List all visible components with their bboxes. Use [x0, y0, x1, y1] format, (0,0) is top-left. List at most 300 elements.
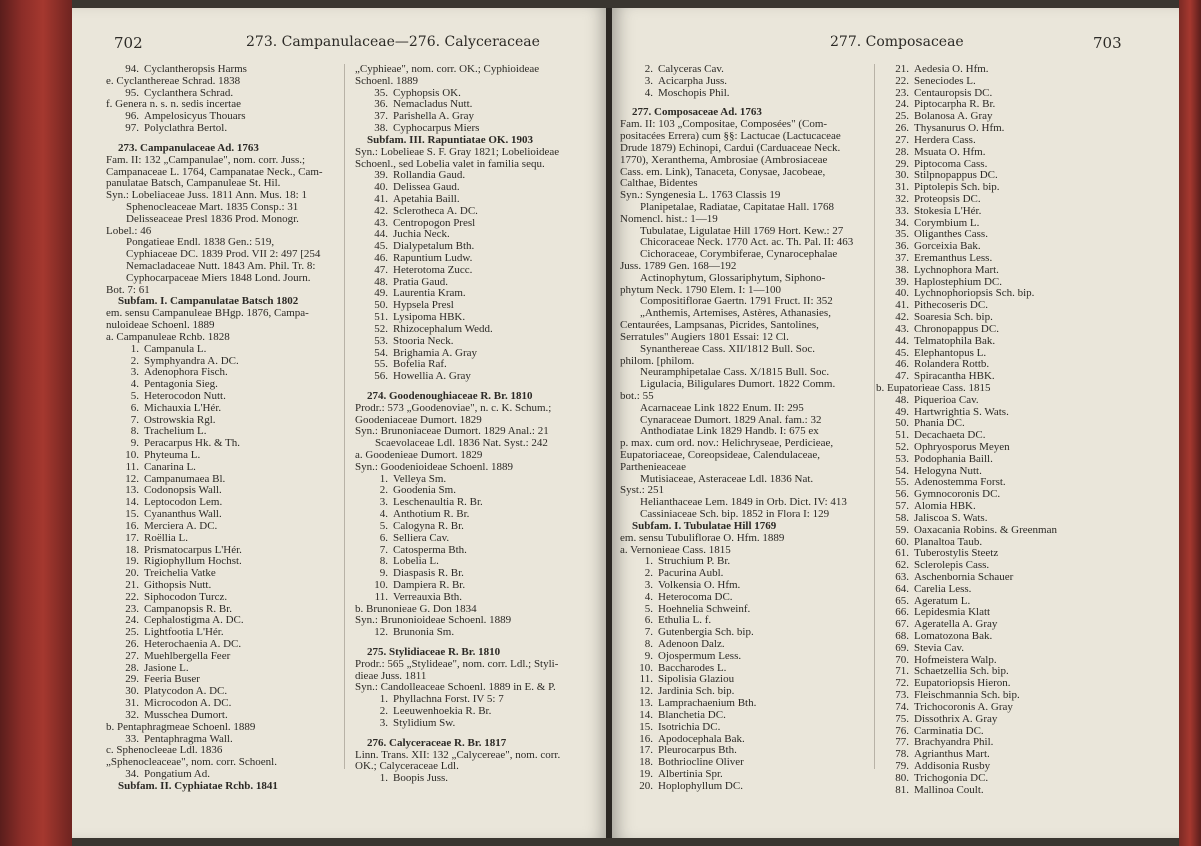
synonym-line: „Anthemis, Artemises, Astères, Athanasies,: [640, 307, 831, 320]
book-spine-left: [0, 0, 72, 846]
synonym-line: Delisseaceae Presl 1836 Prod. Monogr.: [126, 212, 299, 225]
heading-text: 276. Calyceraceae R. Br. 1817: [367, 736, 507, 749]
genus-name: Nemacladus Nutt.: [393, 98, 473, 111]
synonym-line: Helianthaceae Lem. 1849 in Orb. Dict. IV: 413: [640, 496, 847, 509]
genus-name: Ojospermum Less.: [658, 649, 742, 662]
entry-text: 63.: [895, 570, 909, 583]
entry-text: 6.: [379, 531, 388, 544]
genus-name: Acicarpha Juss.: [658, 74, 728, 87]
entry-text: 3.: [644, 578, 653, 591]
entry-text: 64.: [895, 582, 909, 595]
entry-text: 95.: [125, 86, 139, 99]
text-line: a. Campanuleae Rchb. 1828: [106, 330, 230, 343]
entry-text: 20.: [125, 567, 139, 580]
entry-text: 4.: [644, 590, 653, 603]
genus-name: Gutenbergia Sch. bip.: [658, 626, 754, 639]
genus-name: Lychnophoriopsis Sch. bip.: [914, 287, 1035, 300]
entry-text: 30.: [125, 685, 139, 698]
heading-text: Subfam. II. Cyphiatae Rchb. 1841: [118, 779, 278, 792]
entry-text: 96.: [125, 110, 139, 123]
entry-text: 24.: [895, 98, 909, 111]
genus-name: Bothriocline Oliver: [658, 756, 744, 769]
genus-name: Eremanthus Less.: [914, 252, 993, 264]
genus-name: Pithecoseris DC.: [914, 299, 988, 312]
genus-name: Agrianthus Mart.: [914, 748, 990, 761]
entry-text: 53.: [895, 452, 909, 465]
entry-text: 52.: [374, 322, 388, 335]
genus-entry: [355, 592, 560, 604]
entry-text: 17.: [639, 744, 653, 757]
synonym-line: Mutisiaceae, Asteraceae Ldl. 1836 Nat.: [640, 472, 814, 485]
entry-text: 77.: [895, 736, 909, 749]
genus-name: Jaliscoa S. Wats.: [914, 511, 988, 524]
entry-text: 1.: [379, 472, 388, 485]
entry-text: 23.: [125, 602, 139, 615]
entry-text: 7.: [644, 626, 653, 639]
family-heading: [106, 143, 323, 155]
text-line: Nomencl. hist.: 1—19: [620, 212, 718, 225]
entry-text: 37.: [374, 110, 388, 123]
genus-name: Parishella A. Gray: [393, 110, 474, 123]
entry-text: 70.: [895, 653, 909, 666]
entry-text: 42.: [895, 311, 909, 324]
entry-text: 35.: [895, 228, 909, 241]
genus-name: Ophryosporus Meyen: [914, 441, 1010, 453]
synonym-line: Sphenocleaceae Mart. 1835 Consp.: 31: [126, 200, 299, 213]
entry-text: 11.: [374, 590, 388, 603]
text-line: Drude 1879) Echinopi, Cardui (Carduaceae Neck.: [620, 141, 841, 154]
genus-name: Rapuntium Ludw.: [393, 252, 473, 264]
genus-name: Cyananthus Wall.: [144, 508, 222, 521]
entry-text: 28.: [125, 661, 139, 674]
genus-name: Stilpnopappus DC.: [914, 169, 998, 182]
genus-name: Platycodon A. DC.: [144, 685, 228, 698]
synonym-line: Nemacladaceae Nutt. 1843 Am. Phil. Tr. 8:: [126, 260, 316, 272]
genus-name: Verreauxia Bth.: [393, 590, 463, 603]
family-heading: [355, 738, 560, 750]
synonym-line: Planipetalae, Radiatae, Capitatae Hall. 1768: [640, 200, 834, 213]
genus-name: Rolandera Rottb.: [914, 358, 990, 371]
text-line: b. Eupatorieae Cass. 1815: [876, 381, 991, 394]
genus-name: Stooria Neck.: [393, 334, 454, 347]
synonym-line: Acarnaceae Link 1822 Enum. II: 295: [640, 401, 804, 414]
entry-text: 1.: [130, 342, 139, 355]
entry-text: 45.: [374, 240, 388, 253]
heading-text: Subfam. I. Tubulatae Hill 1769: [632, 519, 777, 532]
genus-name: Selliera Cav.: [393, 531, 450, 544]
genus-name: Phyllachna Forst. IV 5: 7: [393, 693, 504, 706]
genus-name: Laurentia Kram.: [393, 287, 466, 300]
genus-name: Pratia Gaud.: [393, 275, 448, 288]
genus-name: Addisonia Rusby: [914, 759, 991, 772]
entry-text: 10.: [639, 661, 653, 674]
genus-entry: [355, 371, 560, 383]
genus-name: Schaetzellia Sch. bip.: [914, 665, 1009, 678]
entry-text: 27.: [895, 133, 909, 146]
entry-text: 72.: [895, 677, 909, 690]
genus-name: Proteopsis DC.: [914, 192, 981, 205]
entry-text: 73.: [895, 689, 909, 702]
entry-text: 13.: [639, 697, 653, 710]
genus-name: Aedesia O. Hfm.: [914, 63, 989, 75]
text-line: Cass. em. Link), Tanaceta, Conysae, Jacobeae,: [620, 165, 826, 178]
text-line: Syn.: Brunoniaceae Dumort. 1829 Anal.: 21: [355, 425, 549, 438]
text-line: bot.: 55: [620, 389, 654, 402]
genus-name: Sclerolepis Cass.: [914, 559, 990, 572]
entry-text: 2.: [644, 63, 653, 75]
entry-text: 3.: [644, 74, 653, 87]
entry-text: 7.: [379, 543, 388, 556]
text-line: „Sphenocleaceae", nom. corr. Schoenl.: [106, 756, 277, 769]
genus-entry: [106, 651, 323, 663]
genus-name: Brunonia Sm.: [393, 626, 455, 639]
text-line: Syn.: Candolleaceae Schoenl. 1889 in E. & P.: [355, 681, 556, 694]
text-line: Fam. II: 132 „Campanulae", nom. corr. Juss.;: [106, 153, 306, 166]
entry-text: 15.: [125, 508, 139, 521]
entry-text: 8.: [130, 425, 139, 438]
synonym-line: Cassiniaceae Sch. bip. 1852 in Flora I: 129: [640, 508, 830, 521]
genus-name: Mallinoa Coult.: [914, 783, 984, 796]
synonym-line: Pongatieae Endl. 1838 Gen.: 519,: [126, 236, 275, 249]
genus-name: Volkensia O. Hfm.: [658, 578, 741, 591]
genus-name: Trichocoronis A. Gray: [914, 700, 1013, 713]
genus-name: Apodocephala Bak.: [658, 732, 745, 745]
entry-text: 25.: [125, 626, 139, 639]
genus-entry: [355, 265, 560, 277]
entry-text: 26.: [125, 638, 139, 650]
genus-entry: [876, 785, 1057, 797]
genus-name: Boopis Juss.: [393, 772, 449, 785]
genus-name: Lomatozona Bak.: [914, 630, 993, 642]
genus-name: Cyphopsis OK.: [393, 86, 461, 99]
entry-text: 29.: [125, 673, 139, 686]
text-line: OK.; Calyceraceae Ldl.: [355, 760, 459, 773]
genus-name: Hartwrightia S. Wats.: [914, 405, 1009, 418]
genus-name: Microcodon A. DC.: [144, 697, 232, 710]
text-line: Campanaceae L. 1764, Campanatae Neck., Cam-: [106, 165, 323, 178]
entry-text: 40.: [374, 181, 388, 194]
genus-name: Bolanosa A. Gray: [914, 110, 993, 123]
entry-text: 23.: [895, 86, 909, 99]
genus-name: Canarina L.: [144, 460, 196, 473]
genus-name: Leptocodon Lem.: [144, 496, 223, 509]
entry-text: 6.: [130, 401, 139, 414]
genus-entry: [355, 521, 560, 533]
genus-name: Centropogon Presl: [393, 216, 476, 229]
entry-text: 5.: [130, 389, 139, 402]
text-line: Syn.: Lobeliaceae Juss. 1811 Ann. Mus. 18: 1: [106, 189, 307, 202]
entry-text: 80.: [895, 771, 909, 784]
entry-text: 50.: [374, 299, 388, 312]
entry-text: 2.: [130, 354, 139, 367]
genus-name: Sipolisia Glaziou: [658, 673, 735, 686]
entry-text: 21.: [895, 63, 909, 75]
entry-text: 31.: [125, 697, 139, 710]
entry-text: 14.: [125, 496, 139, 509]
genus-name: Peracarpus Hk. & Th.: [144, 437, 241, 450]
left-page-header: 273. Campanulaceae—276. Calyceraceae: [246, 34, 540, 50]
genus-name: Piptolepis Sch. bip.: [914, 181, 1000, 194]
genus-name: Lepidesmia Klatt: [914, 606, 991, 619]
genus-name: Cyphocarpus Miers: [393, 122, 480, 135]
genus-name: Ageratum L.: [914, 594, 971, 607]
entry-text: 56.: [374, 370, 388, 383]
synonym-line: Actinophytum, Glossariphytum, Siphono-: [640, 271, 826, 284]
entry-text: 79.: [895, 759, 909, 772]
genus-name: Lysipoma HBK.: [393, 311, 466, 324]
genus-name: Calogyna R. Br.: [393, 519, 464, 532]
genus-name: Hoplophyllum DC.: [658, 779, 743, 792]
entry-text: 18.: [125, 543, 139, 556]
genus-name: Muehlbergella Feer: [144, 649, 231, 662]
genus-name: Ampelosicyus Thouars: [144, 110, 246, 123]
genus-name: Elephantopus L.: [914, 346, 987, 359]
genus-name: Adenostemma Forst.: [914, 476, 1006, 489]
genus-entry: [620, 627, 853, 639]
text-line: Centaurées, Lampsanas, Picrides, Santolines,: [620, 319, 819, 332]
entry-text: 12.: [639, 685, 653, 698]
heading-text: Subfam. III. Rapuntiatae OK. 1903: [367, 133, 533, 146]
genus-name: Jasione L.: [144, 661, 189, 674]
entry-text: 76.: [895, 724, 909, 737]
entry-text: 74.: [895, 700, 909, 713]
entry-text: 46.: [374, 252, 388, 264]
entry-text: 81.: [895, 783, 909, 796]
heading-text: 277. Composaceae Ad. 1763: [632, 106, 762, 119]
entry-text: 38.: [374, 122, 388, 135]
entry-text: 38.: [895, 263, 909, 276]
genus-name: Velleya Sm.: [393, 472, 447, 485]
entry-text: 16.: [639, 732, 653, 745]
genus-name: Heterotoma Zucc.: [393, 263, 473, 276]
synonym-line: Anthodiatae Link 1829 Handb. I: 675 ex: [640, 425, 819, 438]
genus-name: Campanula L.: [144, 342, 207, 355]
genus-entry: [106, 710, 323, 722]
entry-text: 41.: [374, 192, 388, 205]
genus-entry: [620, 663, 853, 675]
entry-text: 60.: [895, 535, 909, 548]
entry-text: 10.: [374, 578, 388, 591]
text-line: philom. [philom.: [620, 354, 695, 367]
entry-text: 2.: [379, 705, 388, 718]
entry-text: 78.: [895, 748, 909, 761]
entry-text: 36.: [895, 240, 909, 253]
right-page-column-1: [620, 64, 853, 793]
genus-entry: [620, 781, 853, 793]
entry-text: 69.: [895, 641, 909, 654]
text-line: f. Genera n. s. n. sedis incertae: [106, 98, 242, 111]
genus-name: Telmatophila Bak.: [914, 334, 996, 347]
genus-name: Musschea Dumort.: [144, 708, 228, 721]
entry-text: 2.: [644, 567, 653, 580]
genus-entry: [355, 773, 560, 785]
genus-name: Albertinia Spr.: [658, 767, 723, 780]
genus-name: Hypsela Presl: [393, 299, 454, 312]
entry-text: 62.: [895, 559, 909, 572]
text-line: Serratules" Augiers 1801 Essai: 12 Cl.: [620, 330, 789, 343]
entry-text: 25.: [895, 110, 909, 123]
text-line: Schoenl. 1889: [355, 74, 418, 87]
genus-name: Dissothrix A. Gray: [914, 712, 998, 725]
entry-text: 9.: [130, 437, 139, 450]
entry-text: 3.: [379, 716, 388, 729]
synonym-line: Cynaraceae Dumort. 1829 Anal. fam.: 32: [640, 413, 822, 426]
entry-text: 4.: [644, 86, 653, 99]
genus-name: Carminatia DC.: [914, 724, 984, 737]
entry-text: 20.: [639, 779, 653, 792]
entry-text: 4.: [130, 378, 139, 391]
genus-name: Centauropsis DC.: [914, 86, 993, 99]
heading-text: Subfam. I. Campanulatae Batsch 1802: [118, 295, 299, 308]
entry-text: 1.: [379, 693, 388, 706]
genus-entry: [620, 710, 853, 722]
genus-name: Herdera Cass.: [914, 133, 976, 146]
entry-text: 40.: [895, 287, 909, 300]
genus-entry: [355, 718, 560, 730]
entry-text: 22.: [895, 74, 909, 87]
genus-name: Gymnocoronis DC.: [914, 488, 1001, 501]
genus-name: Polyclathra Bertol.: [144, 122, 228, 135]
text-line: Syst.: 251: [620, 484, 665, 497]
genus-name: Planaltoa Taub.: [914, 535, 983, 548]
genus-entry: [355, 324, 560, 336]
right-page-number: 703: [1093, 34, 1122, 52]
heading-text: 274. Goodenoughiaceae R. Br. 1810: [367, 389, 533, 402]
genus-name: Juchia Neck.: [393, 228, 450, 241]
synonym-line: Ligulacia, Biligulares Dumort. 1822 Comm.: [640, 378, 836, 391]
text-line: e. Cyclanthereae Schrad. 1838: [106, 74, 241, 87]
genus-name: Decachaeta DC.: [914, 429, 986, 442]
entry-text: 42.: [374, 204, 388, 217]
entry-text: 51.: [895, 429, 909, 442]
text-line: b. Brunonieae G. Don 1834: [355, 602, 477, 615]
genus-name: Piptocoma Cass.: [914, 157, 988, 170]
genus-name: Stylidium Sw.: [393, 716, 456, 729]
genus-name: Siphocodon Turcz.: [144, 590, 228, 603]
genus-name: Phyteuma L.: [144, 449, 201, 461]
genus-name: Lychnophora Mart.: [914, 263, 999, 276]
genus-name: Bofelia Raf.: [393, 358, 447, 371]
genus-entry: [620, 604, 853, 616]
text-line: Prodr.: 565 „Stylideae", nom. corr. Ldl.; Styli-: [355, 657, 559, 670]
genus-name: Stokesia L'Hér.: [914, 204, 982, 217]
genus-name: Symphyandra A. DC.: [144, 354, 239, 367]
text-line: dieae Juss. 1811: [355, 669, 427, 682]
genus-name: Thysanurus O. Hfm.: [914, 122, 1005, 135]
genus-name: Alomia HBK.: [914, 500, 976, 513]
family-heading: [355, 135, 560, 147]
genus-name: Spiracantha HBK.: [914, 370, 995, 383]
entry-text: 17.: [125, 531, 139, 544]
genus-name: Ageratella A. Gray: [914, 618, 998, 631]
genus-name: Stevia Cav.: [914, 641, 964, 654]
genus-name: Githopsis Nutt.: [144, 578, 212, 591]
genus-name: Sclerotheca A. DC.: [393, 204, 478, 217]
text-line: Prodr.: 573 „Goodenoviae", n. c. K. Schum.;: [355, 401, 552, 414]
text-line: Linn. Trans. XII: 132 „Calycereae", nom. corr.: [355, 748, 561, 761]
entry-text: 5.: [379, 519, 388, 532]
entry-text: 15.: [639, 720, 653, 733]
genus-name: Cyclanthera Schrad.: [144, 86, 234, 99]
entry-text: 57.: [895, 500, 909, 513]
entry-text: 48.: [895, 393, 909, 406]
genus-name: Blanchetia DC.: [658, 708, 726, 721]
entry-text: 55.: [895, 476, 909, 489]
genus-entry: [620, 88, 853, 100]
genus-name: Campanopsis R. Br.: [144, 602, 233, 615]
genus-name: Campanumaea Bl.: [144, 472, 226, 485]
genus-entry: [620, 76, 853, 88]
entry-text: 12.: [374, 626, 388, 639]
entry-text: 8.: [644, 638, 653, 650]
entry-text: 3.: [130, 366, 139, 379]
entry-text: 59.: [895, 523, 909, 536]
entry-text: 32.: [125, 708, 139, 721]
genus-name: Seneciodes L.: [914, 74, 976, 87]
genus-name: Trichogonia DC.: [914, 771, 989, 784]
entry-text: 29.: [895, 157, 909, 170]
genus-name: Dampiera R. Br.: [393, 578, 466, 591]
genus-name: Lightfootia L'Hér.: [144, 626, 224, 639]
entry-text: 16.: [125, 519, 139, 532]
genus-name: Cyclantheropsis Harms: [144, 63, 247, 75]
genus-name: Helogyna Nutt.: [914, 464, 982, 477]
genus-name: Soaresia Sch. bip.: [914, 311, 993, 324]
entry-text: 9.: [644, 649, 653, 662]
entry-text: 97.: [125, 122, 139, 135]
genus-name: Podophania Baill.: [914, 452, 993, 465]
genus-name: Diaspasis R. Br.: [393, 567, 464, 580]
synonym-line: Scaevolaceae Ldl. 1836 Nat. Syst.: 242: [375, 437, 548, 450]
genus-name: Brighamia A. Gray: [393, 346, 478, 359]
genus-name: Dialypetalum Bth.: [393, 240, 475, 253]
genus-name: Brachyandra Phil.: [914, 736, 994, 749]
entry-text: 56.: [895, 488, 909, 501]
text-line: a. Vernonieae Cass. 1815: [620, 543, 731, 556]
entry-text: 5.: [644, 602, 653, 615]
text-line: Goodeniaceae Dumort. 1829: [355, 413, 482, 426]
entry-text: 39.: [374, 169, 388, 182]
text-line: panulatae Batsch, Campanuleae St. Hil.: [106, 177, 281, 190]
genus-entry: [106, 521, 323, 533]
genus-name: Pleurocarpus Bth.: [658, 744, 737, 757]
text-line: c. Sphenocleeae Ldl. 1836: [106, 744, 223, 757]
genus-name: Gorceixia Bak.: [914, 240, 981, 253]
text-line: „Cyphieae", nom. corr. OK.; Cyphioideae: [355, 63, 540, 75]
text-line: em. sensu Campanuleae BHgp. 1876, Campa-: [106, 307, 309, 320]
text-line: phytum Neck. 1790 Elem. I: 1—100: [620, 283, 782, 296]
entry-text: 35.: [374, 86, 388, 99]
text-line: positacées Errera) cum §§: Lactucae (Lactucaceae: [620, 130, 841, 143]
entry-text: 67.: [895, 618, 909, 631]
genus-name: Carelia Less.: [914, 582, 972, 595]
book-edge-right: [1179, 0, 1201, 846]
genus-name: Fleischmannia Sch. bip.: [914, 689, 1020, 702]
entry-text: 30.: [895, 169, 909, 182]
heading-text: 275. Stylidiaceae R. Br. 1810: [367, 646, 501, 658]
text-line: Syn.: Brunonioideae Schoenl. 1889: [355, 614, 512, 627]
text-line: 1770), Xeranthema, Ambrosiae (Ambrosiaceae: [620, 153, 828, 166]
synonym-line: Tubulatae, Ligulatae Hill 1769 Hort. Kew.: 27: [640, 224, 844, 237]
entry-text: 53.: [374, 334, 388, 347]
entry-text: 48.: [374, 275, 388, 288]
entry-text: 61.: [895, 547, 909, 560]
genus-name: Calyceras Cav.: [658, 63, 724, 75]
genus-name: Rollandia Gaud.: [393, 169, 466, 182]
heading-text: 273. Campanulaceae Ad. 1763: [118, 141, 259, 154]
genus-name: Feeria Buser: [144, 673, 200, 686]
genus-name: Lamprachaenium Bth.: [658, 697, 757, 710]
